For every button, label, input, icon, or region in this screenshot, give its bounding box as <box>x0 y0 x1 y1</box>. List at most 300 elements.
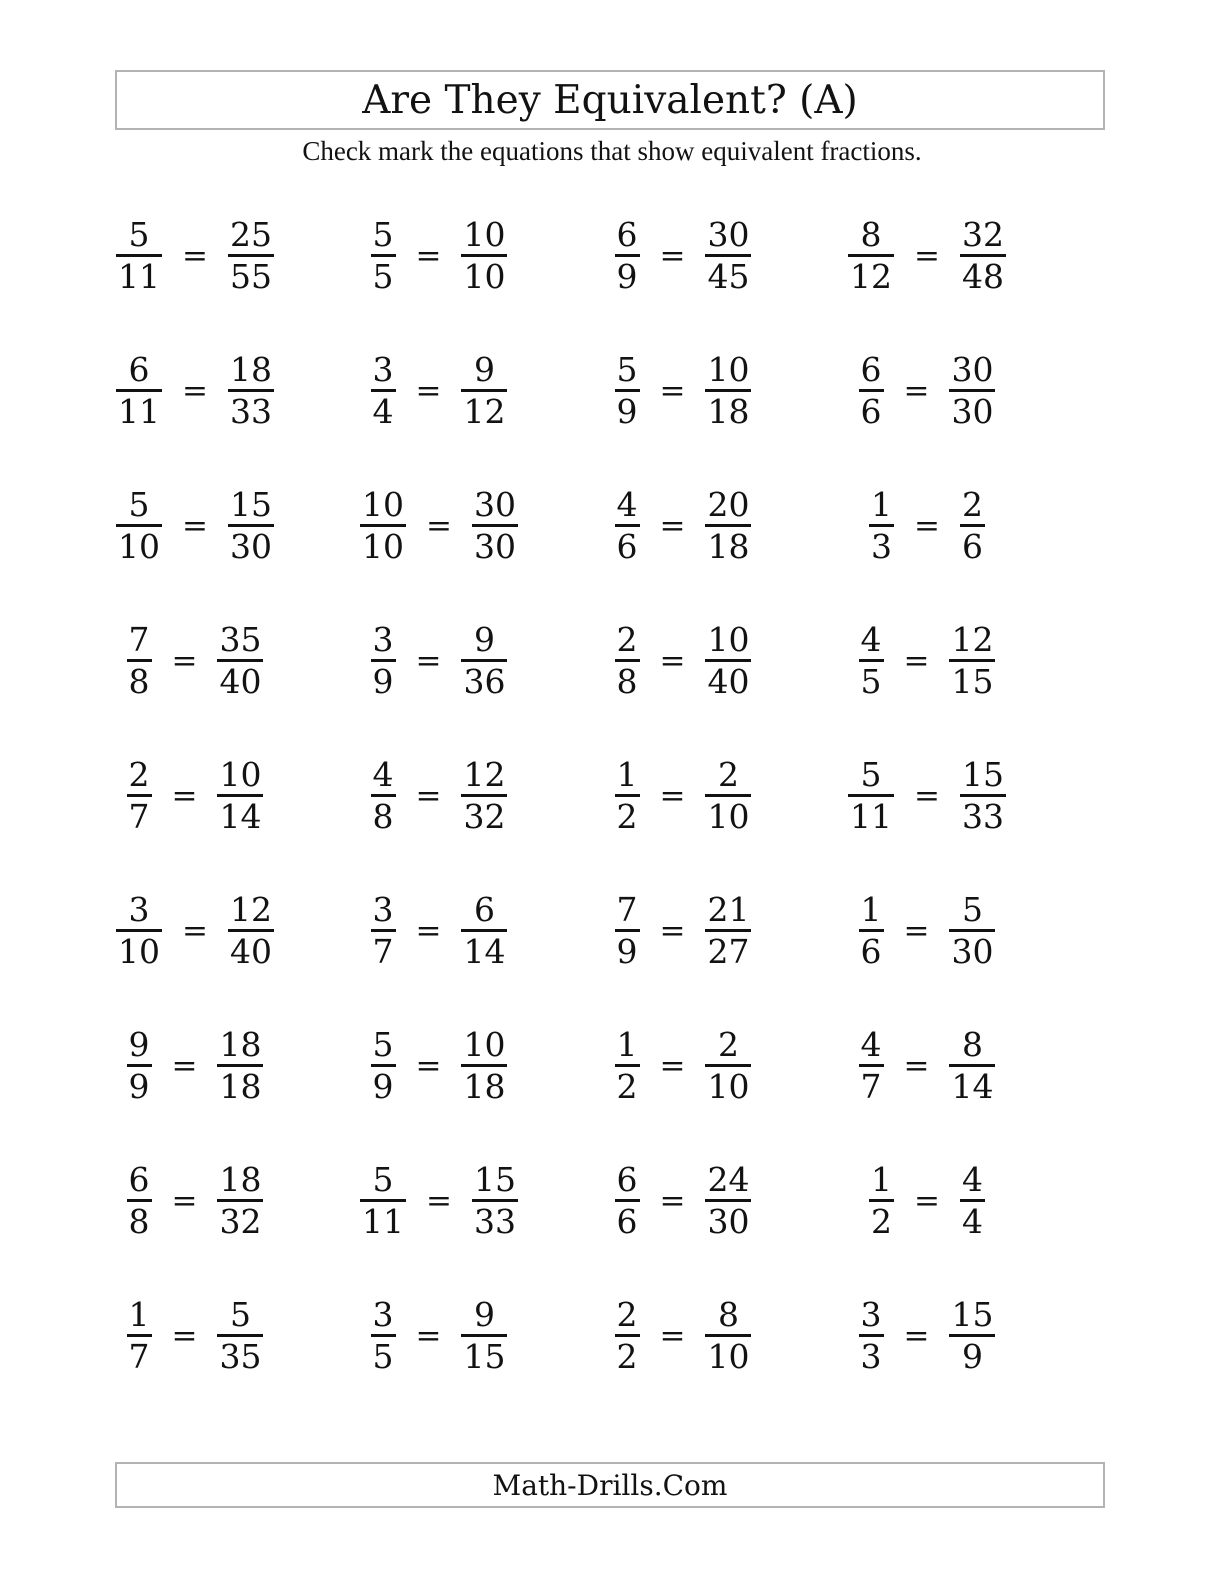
equals-sign: = <box>659 373 686 409</box>
denominator: 14 <box>951 1067 994 1106</box>
equation-r3-c2 <box>317 458 561 593</box>
equation <box>615 755 752 836</box>
numerator: 6 <box>128 350 150 389</box>
denominator: 7 <box>128 797 150 836</box>
right-fraction <box>705 755 751 836</box>
left-fraction <box>859 1025 884 1106</box>
denominator: 9 <box>372 1067 394 1106</box>
equation-r5-c1 <box>73 728 317 863</box>
equation <box>615 1160 752 1241</box>
denominator: 7 <box>860 1067 882 1106</box>
numerator: 10 <box>219 755 262 794</box>
numerator: 8 <box>717 1295 739 1334</box>
numerator: 2 <box>717 1025 739 1064</box>
denominator: 11 <box>118 392 160 431</box>
equals-sign: = <box>171 643 198 679</box>
numerator: 30 <box>473 485 516 524</box>
equation-r4-c2 <box>317 593 561 728</box>
right-fraction <box>960 755 1006 836</box>
equation <box>859 350 996 431</box>
right-fraction <box>461 1295 507 1376</box>
left-fraction <box>116 350 162 431</box>
right-fraction <box>461 620 507 701</box>
equation <box>360 1160 518 1241</box>
equation <box>116 215 274 296</box>
left-fraction <box>360 485 406 566</box>
numerator: 10 <box>362 485 404 524</box>
numerator: 6 <box>473 890 495 929</box>
denominator: 2 <box>616 1067 638 1106</box>
denominator: 12 <box>463 392 506 431</box>
equation-r8-c1 <box>73 1133 317 1268</box>
numerator: 10 <box>463 1025 506 1064</box>
denominator: 9 <box>128 1067 150 1106</box>
numerator: 3 <box>372 620 394 659</box>
denominator: 6 <box>860 392 882 431</box>
denominator: 30 <box>229 527 272 566</box>
numerator: 7 <box>616 890 638 929</box>
right-fraction <box>228 890 274 971</box>
equation <box>615 620 752 701</box>
numerator: 18 <box>219 1160 262 1199</box>
denominator: 33 <box>473 1202 516 1241</box>
numerator: 2 <box>128 755 150 794</box>
footer-brand: Math-Drills.Com <box>492 1468 728 1502</box>
denominator: 32 <box>219 1202 262 1241</box>
equals-sign: = <box>659 643 686 679</box>
numerator: 24 <box>707 1160 750 1199</box>
equals-sign: = <box>415 778 442 814</box>
page-title: Are They Equivalent? (A) <box>362 77 858 123</box>
equation <box>859 620 996 701</box>
numerator: 9 <box>473 350 495 389</box>
numerator: 7 <box>128 620 150 659</box>
denominator: 5 <box>860 662 882 701</box>
equation <box>859 890 996 971</box>
left-fraction <box>615 485 640 566</box>
left-fraction <box>127 755 152 836</box>
equation <box>127 620 264 701</box>
equation-r8-c4 <box>805 1133 1049 1268</box>
denominator: 33 <box>961 797 1004 836</box>
denominator: 8 <box>372 797 394 836</box>
equation-r4-c1 <box>73 593 317 728</box>
left-fraction <box>127 1025 152 1106</box>
numerator: 2 <box>616 620 638 659</box>
numerator: 1 <box>128 1295 150 1334</box>
equation-r1-c3 <box>561 188 805 323</box>
denominator: 7 <box>372 932 394 971</box>
denominator: 2 <box>616 797 638 836</box>
left-fraction <box>371 1025 396 1106</box>
left-fraction <box>371 620 396 701</box>
denominator: 3 <box>871 527 892 566</box>
numerator: 6 <box>860 350 882 389</box>
numerator: 3 <box>372 890 394 929</box>
equation-r9-c2 <box>317 1268 561 1403</box>
denominator: 14 <box>463 932 506 971</box>
denominator: 11 <box>850 797 892 836</box>
numerator: 6 <box>616 215 638 254</box>
footer-box <box>115 1462 1105 1508</box>
right-fraction <box>461 1025 507 1106</box>
right-fraction <box>228 485 274 566</box>
denominator: 4 <box>372 392 394 431</box>
equation <box>371 215 508 296</box>
right-fraction <box>217 1295 263 1376</box>
denominator: 30 <box>473 527 516 566</box>
equation-r9-c3 <box>561 1268 805 1403</box>
numerator: 35 <box>219 620 262 659</box>
equation-r8-c2 <box>317 1133 561 1268</box>
denominator: 10 <box>707 1067 750 1106</box>
denominator: 18 <box>707 392 750 431</box>
numerator: 4 <box>860 1025 882 1064</box>
denominator: 9 <box>616 392 638 431</box>
numerator: 32 <box>961 215 1004 254</box>
equals-sign: = <box>659 508 686 544</box>
denominator: 6 <box>616 527 638 566</box>
equation-r5-c4 <box>805 728 1049 863</box>
numerator: 3 <box>372 350 394 389</box>
left-fraction <box>869 485 894 566</box>
numerator: 6 <box>616 1160 638 1199</box>
left-fraction <box>371 350 396 431</box>
equation <box>360 485 518 566</box>
right-fraction <box>217 1025 263 1106</box>
left-fraction <box>615 1025 640 1106</box>
numerator: 3 <box>372 1295 394 1334</box>
equation-r1-c1 <box>73 188 317 323</box>
equation <box>371 620 508 701</box>
equation <box>869 1160 985 1241</box>
equation-r2-c1 <box>73 323 317 458</box>
numerator: 2 <box>717 755 739 794</box>
denominator: 9 <box>616 257 638 296</box>
denominator: 9 <box>372 662 394 701</box>
left-fraction <box>615 620 640 701</box>
numerator: 4 <box>961 1160 983 1199</box>
numerator: 1 <box>871 1160 892 1199</box>
equation-r2-c2 <box>317 323 561 458</box>
equation <box>371 755 508 836</box>
numerator: 3 <box>128 890 150 929</box>
equation-r5-c3 <box>561 728 805 863</box>
denominator: 55 <box>229 257 272 296</box>
denominator: 33 <box>229 392 272 431</box>
right-fraction <box>461 755 507 836</box>
denominator: 3 <box>860 1337 882 1376</box>
equals-sign: = <box>415 238 442 274</box>
left-fraction <box>848 755 894 836</box>
equals-sign: = <box>914 238 940 274</box>
numerator: 12 <box>229 890 272 929</box>
right-fraction <box>705 620 751 701</box>
right-fraction <box>217 620 263 701</box>
numerator: 10 <box>707 350 750 389</box>
equals-sign: = <box>415 1318 442 1354</box>
denominator: 18 <box>463 1067 506 1106</box>
equation-r5-c2 <box>317 728 561 863</box>
equation <box>371 1025 508 1106</box>
equals-sign: = <box>903 1048 930 1084</box>
equation-r3-c4 <box>805 458 1049 593</box>
denominator: 48 <box>961 257 1004 296</box>
right-fraction <box>461 890 507 971</box>
right-fraction <box>217 755 263 836</box>
equation-r3-c1 <box>73 458 317 593</box>
denominator: 10 <box>707 797 750 836</box>
left-fraction <box>127 620 152 701</box>
equals-sign: = <box>426 508 452 544</box>
denominator: 12 <box>850 257 892 296</box>
numerator: 9 <box>473 620 495 659</box>
equals-sign: = <box>415 913 442 949</box>
equation <box>127 1025 264 1106</box>
numerator: 5 <box>372 1025 394 1064</box>
equation <box>116 890 274 971</box>
equation <box>848 755 1006 836</box>
denominator: 6 <box>961 527 983 566</box>
equals-sign: = <box>914 1183 940 1219</box>
right-fraction <box>705 890 751 971</box>
equals-sign: = <box>182 913 208 949</box>
equals-sign: = <box>659 1183 686 1219</box>
right-fraction <box>705 1295 751 1376</box>
equation <box>859 1025 996 1106</box>
equation <box>615 1295 752 1376</box>
equation-r7-c1 <box>73 998 317 1133</box>
equals-sign: = <box>171 778 198 814</box>
denominator: 9 <box>616 932 638 971</box>
equals-sign: = <box>659 913 686 949</box>
equation-r3-c3 <box>561 458 805 593</box>
numerator: 21 <box>707 890 750 929</box>
title-box <box>115 70 1105 130</box>
denominator: 11 <box>362 1202 404 1241</box>
numerator: 15 <box>229 485 272 524</box>
denominator: 36 <box>463 662 506 701</box>
equation-r7-c3 <box>561 998 805 1133</box>
numerator: 4 <box>372 755 394 794</box>
equation <box>848 215 1006 296</box>
denominator: 40 <box>219 662 262 701</box>
denominator: 7 <box>128 1337 150 1376</box>
numerator: 5 <box>229 1295 251 1334</box>
numerator: 5 <box>616 350 638 389</box>
denominator: 10 <box>118 527 160 566</box>
denominator: 8 <box>616 662 638 701</box>
left-fraction <box>127 1160 152 1241</box>
right-fraction <box>960 215 1006 296</box>
equation-r1-c2 <box>317 188 561 323</box>
right-fraction <box>217 1160 263 1241</box>
equals-sign: = <box>182 238 208 274</box>
numerator: 20 <box>707 485 750 524</box>
right-fraction <box>705 1160 751 1241</box>
numerator: 12 <box>951 620 994 659</box>
left-fraction <box>127 1295 152 1376</box>
left-fraction <box>615 1160 640 1241</box>
equation <box>615 1025 752 1106</box>
equals-sign: = <box>171 1048 198 1084</box>
equals-sign: = <box>171 1183 198 1219</box>
equals-sign: = <box>426 1183 452 1219</box>
denominator: 40 <box>707 662 750 701</box>
denominator: 10 <box>118 932 160 971</box>
equals-sign: = <box>914 778 940 814</box>
equals-sign: = <box>914 508 940 544</box>
equation-r1-c4 <box>805 188 1049 323</box>
numerator: 30 <box>707 215 750 254</box>
left-fraction <box>848 215 894 296</box>
denominator: 10 <box>463 257 506 296</box>
right-fraction <box>461 215 507 296</box>
denominator: 15 <box>951 662 994 701</box>
right-fraction <box>705 485 751 566</box>
numerator: 6 <box>128 1160 150 1199</box>
equation-r9-c1 <box>73 1268 317 1403</box>
right-fraction <box>949 1295 995 1376</box>
right-fraction <box>949 1025 995 1106</box>
numerator: 5 <box>860 755 882 794</box>
equation <box>371 350 508 431</box>
equals-sign: = <box>903 913 930 949</box>
numerator: 1 <box>616 755 638 794</box>
equation <box>615 890 752 971</box>
numerator: 18 <box>229 350 272 389</box>
denominator: 14 <box>219 797 262 836</box>
left-fraction <box>371 890 396 971</box>
denominator: 32 <box>463 797 506 836</box>
left-fraction <box>859 350 884 431</box>
left-fraction <box>869 1160 894 1241</box>
equation-r6-c3 <box>561 863 805 998</box>
denominator: 27 <box>707 932 750 971</box>
left-fraction <box>360 1160 406 1241</box>
right-fraction <box>228 350 274 431</box>
equation <box>127 1160 264 1241</box>
equation <box>615 350 752 431</box>
equation-r4-c4 <box>805 593 1049 728</box>
equation <box>371 1295 508 1376</box>
denominator: 4 <box>961 1202 983 1241</box>
equals-sign: = <box>415 1048 442 1084</box>
equals-sign: = <box>903 373 930 409</box>
equation <box>615 215 752 296</box>
denominator: 30 <box>951 932 994 971</box>
numerator: 10 <box>707 620 750 659</box>
numerator: 1 <box>871 485 892 524</box>
numerator: 3 <box>860 1295 882 1334</box>
equation-r9-c4 <box>805 1268 1049 1403</box>
equation <box>116 350 274 431</box>
numerator: 18 <box>219 1025 262 1064</box>
problems-grid <box>73 188 1049 1403</box>
numerator: 4 <box>860 620 882 659</box>
equation-r7-c4 <box>805 998 1049 1133</box>
left-fraction <box>859 890 884 971</box>
left-fraction <box>859 1295 884 1376</box>
numerator: 5 <box>372 1160 394 1199</box>
numerator: 2 <box>961 485 983 524</box>
denominator: 11 <box>118 257 160 296</box>
left-fraction <box>615 215 640 296</box>
equation <box>127 1295 264 1376</box>
left-fraction <box>116 890 162 971</box>
equation <box>127 755 264 836</box>
right-fraction <box>705 1025 751 1106</box>
numerator: 5 <box>128 215 150 254</box>
equation <box>371 890 508 971</box>
denominator: 15 <box>463 1337 506 1376</box>
left-fraction <box>116 485 162 566</box>
equation <box>859 1295 996 1376</box>
numerator: 15 <box>473 1160 516 1199</box>
equals-sign: = <box>182 508 208 544</box>
right-fraction <box>705 215 751 296</box>
equals-sign: = <box>182 373 208 409</box>
numerator: 10 <box>463 215 506 254</box>
denominator: 5 <box>372 1337 394 1376</box>
numerator: 5 <box>372 215 394 254</box>
equation <box>869 485 985 566</box>
numerator: 5 <box>961 890 983 929</box>
numerator: 12 <box>463 755 506 794</box>
numerator: 1 <box>860 890 882 929</box>
left-fraction <box>371 215 396 296</box>
right-fraction <box>949 620 995 701</box>
left-fraction <box>615 890 640 971</box>
equals-sign: = <box>659 238 686 274</box>
instructions: Check mark the equations that show equivalent fractions. <box>302 136 922 166</box>
left-fraction <box>371 1295 396 1376</box>
right-fraction <box>228 215 274 296</box>
equation-r4-c3 <box>561 593 805 728</box>
right-fraction <box>949 890 995 971</box>
equation-r6-c2 <box>317 863 561 998</box>
equals-sign: = <box>903 1318 930 1354</box>
denominator: 6 <box>616 1202 638 1241</box>
denominator: 40 <box>229 932 272 971</box>
denominator: 45 <box>707 257 750 296</box>
equals-sign: = <box>659 778 686 814</box>
equals-sign: = <box>415 373 442 409</box>
denominator: 10 <box>707 1337 750 1376</box>
left-fraction <box>615 1295 640 1376</box>
numerator: 25 <box>229 215 272 254</box>
numerator: 8 <box>860 215 882 254</box>
equation-r7-c2 <box>317 998 561 1133</box>
left-fraction <box>859 620 884 701</box>
right-fraction <box>472 485 518 566</box>
denominator: 9 <box>961 1337 983 1376</box>
right-fraction <box>705 350 751 431</box>
numerator: 4 <box>616 485 638 524</box>
right-fraction <box>461 350 507 431</box>
right-fraction <box>960 485 985 566</box>
left-fraction <box>615 755 640 836</box>
denominator: 5 <box>372 257 394 296</box>
denominator: 2 <box>616 1337 638 1376</box>
equation-r8-c3 <box>561 1133 805 1268</box>
equals-sign: = <box>903 643 930 679</box>
denominator: 2 <box>871 1202 892 1241</box>
denominator: 18 <box>707 527 750 566</box>
equals-sign: = <box>659 1048 686 1084</box>
left-fraction <box>615 350 640 431</box>
denominator: 6 <box>860 932 882 971</box>
